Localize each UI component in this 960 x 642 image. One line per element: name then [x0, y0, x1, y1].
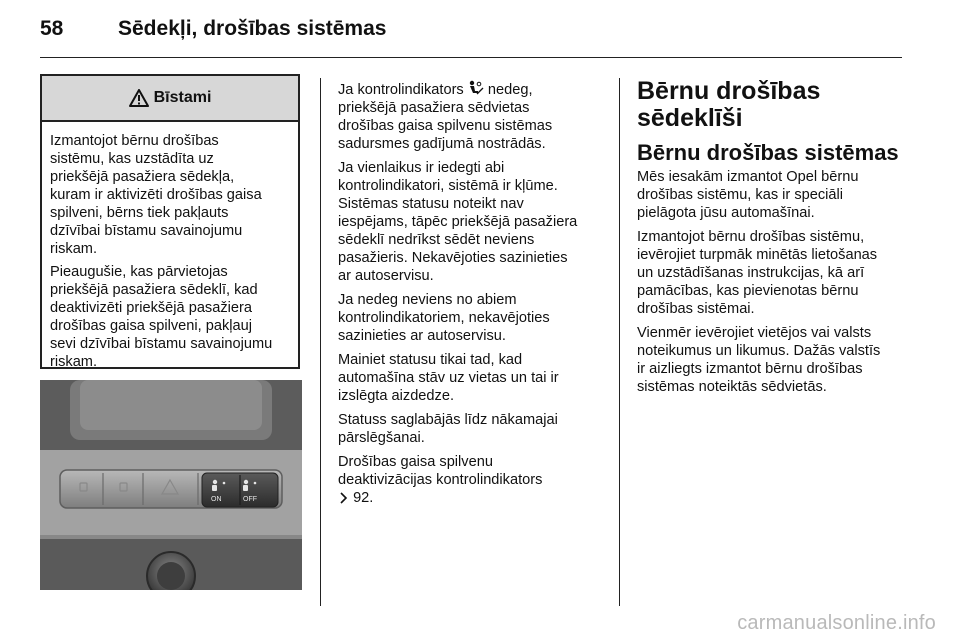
- page-reference-arrow-icon: [338, 492, 349, 504]
- page-number: 58: [40, 17, 64, 40]
- paragraph-recommend: Mēs iesakām izmantot Opel bērnu drošības sistēmu, kas ir speciāli pielāgota jūsu automašīnai.: [637, 169, 859, 221]
- paragraph-no-indicators: Ja nedeg neviens no abiem kontrolindikatoriem, nekavējoties sazinieties ar autoservisu.: [338, 292, 550, 344]
- page-title: Sēdekļi, drošības sistēmas: [118, 17, 387, 40]
- airbag-off-label: OFF: [243, 496, 257, 503]
- airbag-off-indicator-icon: [468, 80, 484, 96]
- warning-triangle-icon: [129, 89, 149, 107]
- watermark: carmanualsonline.info: [737, 612, 936, 634]
- header-rule: [40, 57, 902, 58]
- warning-paragraph-1: Izmantojot bērnu drošības sistēmu, kas uzstādīta uz priekšējā pasažiera sēdekļa, kuram ir aktivizēti drošības gaisa spilveni, bērns tiek pakļauts dzīvībai bīstamu savainojumu riskam.: [50, 133, 262, 257]
- paragraph-instructions: Izmantojot bērnu drošības sistēmu, ievērojiet turpmāk minētās lietošanas un uzstādīšanas instrukcijas, kā arī pamācības, kas pievienotas bērnu drošības sistēmai.: [637, 229, 878, 317]
- reference-page-link[interactable]: 92.: [353, 490, 374, 506]
- right-column: [637, 78, 909, 402]
- middle-column: [338, 80, 608, 513]
- airbag-on-label: ON: [211, 496, 222, 503]
- paragraph-regulations: Vienmēr ievērojiet vietējos vai valsts noteikumus un likumus. Dažās valstīs ir aizliegts izmantot bērnu drošības sistēmas noteiktās sēdvietās.: [637, 325, 881, 395]
- warning-body: [42, 122, 298, 371]
- column-divider-left: [320, 78, 321, 606]
- airbag-switch-panel-photo: [40, 380, 302, 590]
- warning-header: [42, 76, 298, 122]
- column-divider-right: [619, 78, 620, 606]
- paragraph-status-saved: Statuss saglabājās līdz nākamajai pārslēgšanai.: [338, 412, 558, 446]
- paragraph-change-status: Mainiet statusu tikai tad, kad automašīna stāv uz vietas un tai ir izslēgta aizdedze.: [338, 352, 559, 404]
- paragraph-indicator-off: Ja kontrolindikators nedeg, priekšējā pasažiera sēdvietas drošības gaisa spilvenu sistēmas sadursmes gadījumā nostrādās.: [338, 82, 553, 152]
- section-heading: Bērnu drošības sēdeklīši: [637, 77, 821, 132]
- warning-paragraph-2: Pieaugušie, kas pārvietojas priekšējā pasažiera sēdeklī, kad deaktivizēti priekšējā pasažiera drošības gaisa spilveni, pakļauj sevi dzīvībai bīstamu savainojumu riskam.: [50, 264, 273, 370]
- subsection-heading: Bērnu drošības sistēmas: [637, 140, 899, 165]
- warning-title: Bīstami: [153, 89, 212, 106]
- warning-box: [40, 74, 300, 369]
- paragraph-reference: Drošības gaisa spilvenu deaktivizācijas kontrolindikators 92.: [338, 454, 543, 506]
- paragraph-both-indicators: Ja vienlaikus ir iedegti abi kontrolindikatori, sistēmā ir kļūme. Sistēmas statusu noteikt nav iespējams, tāpēc priekšējā pasažiera sēdeklī nedrīkst sēdēt neviens pasažieris. Nekavējoties sazinieties ar autoservisu.: [338, 160, 578, 284]
- page-header: [40, 17, 902, 49]
